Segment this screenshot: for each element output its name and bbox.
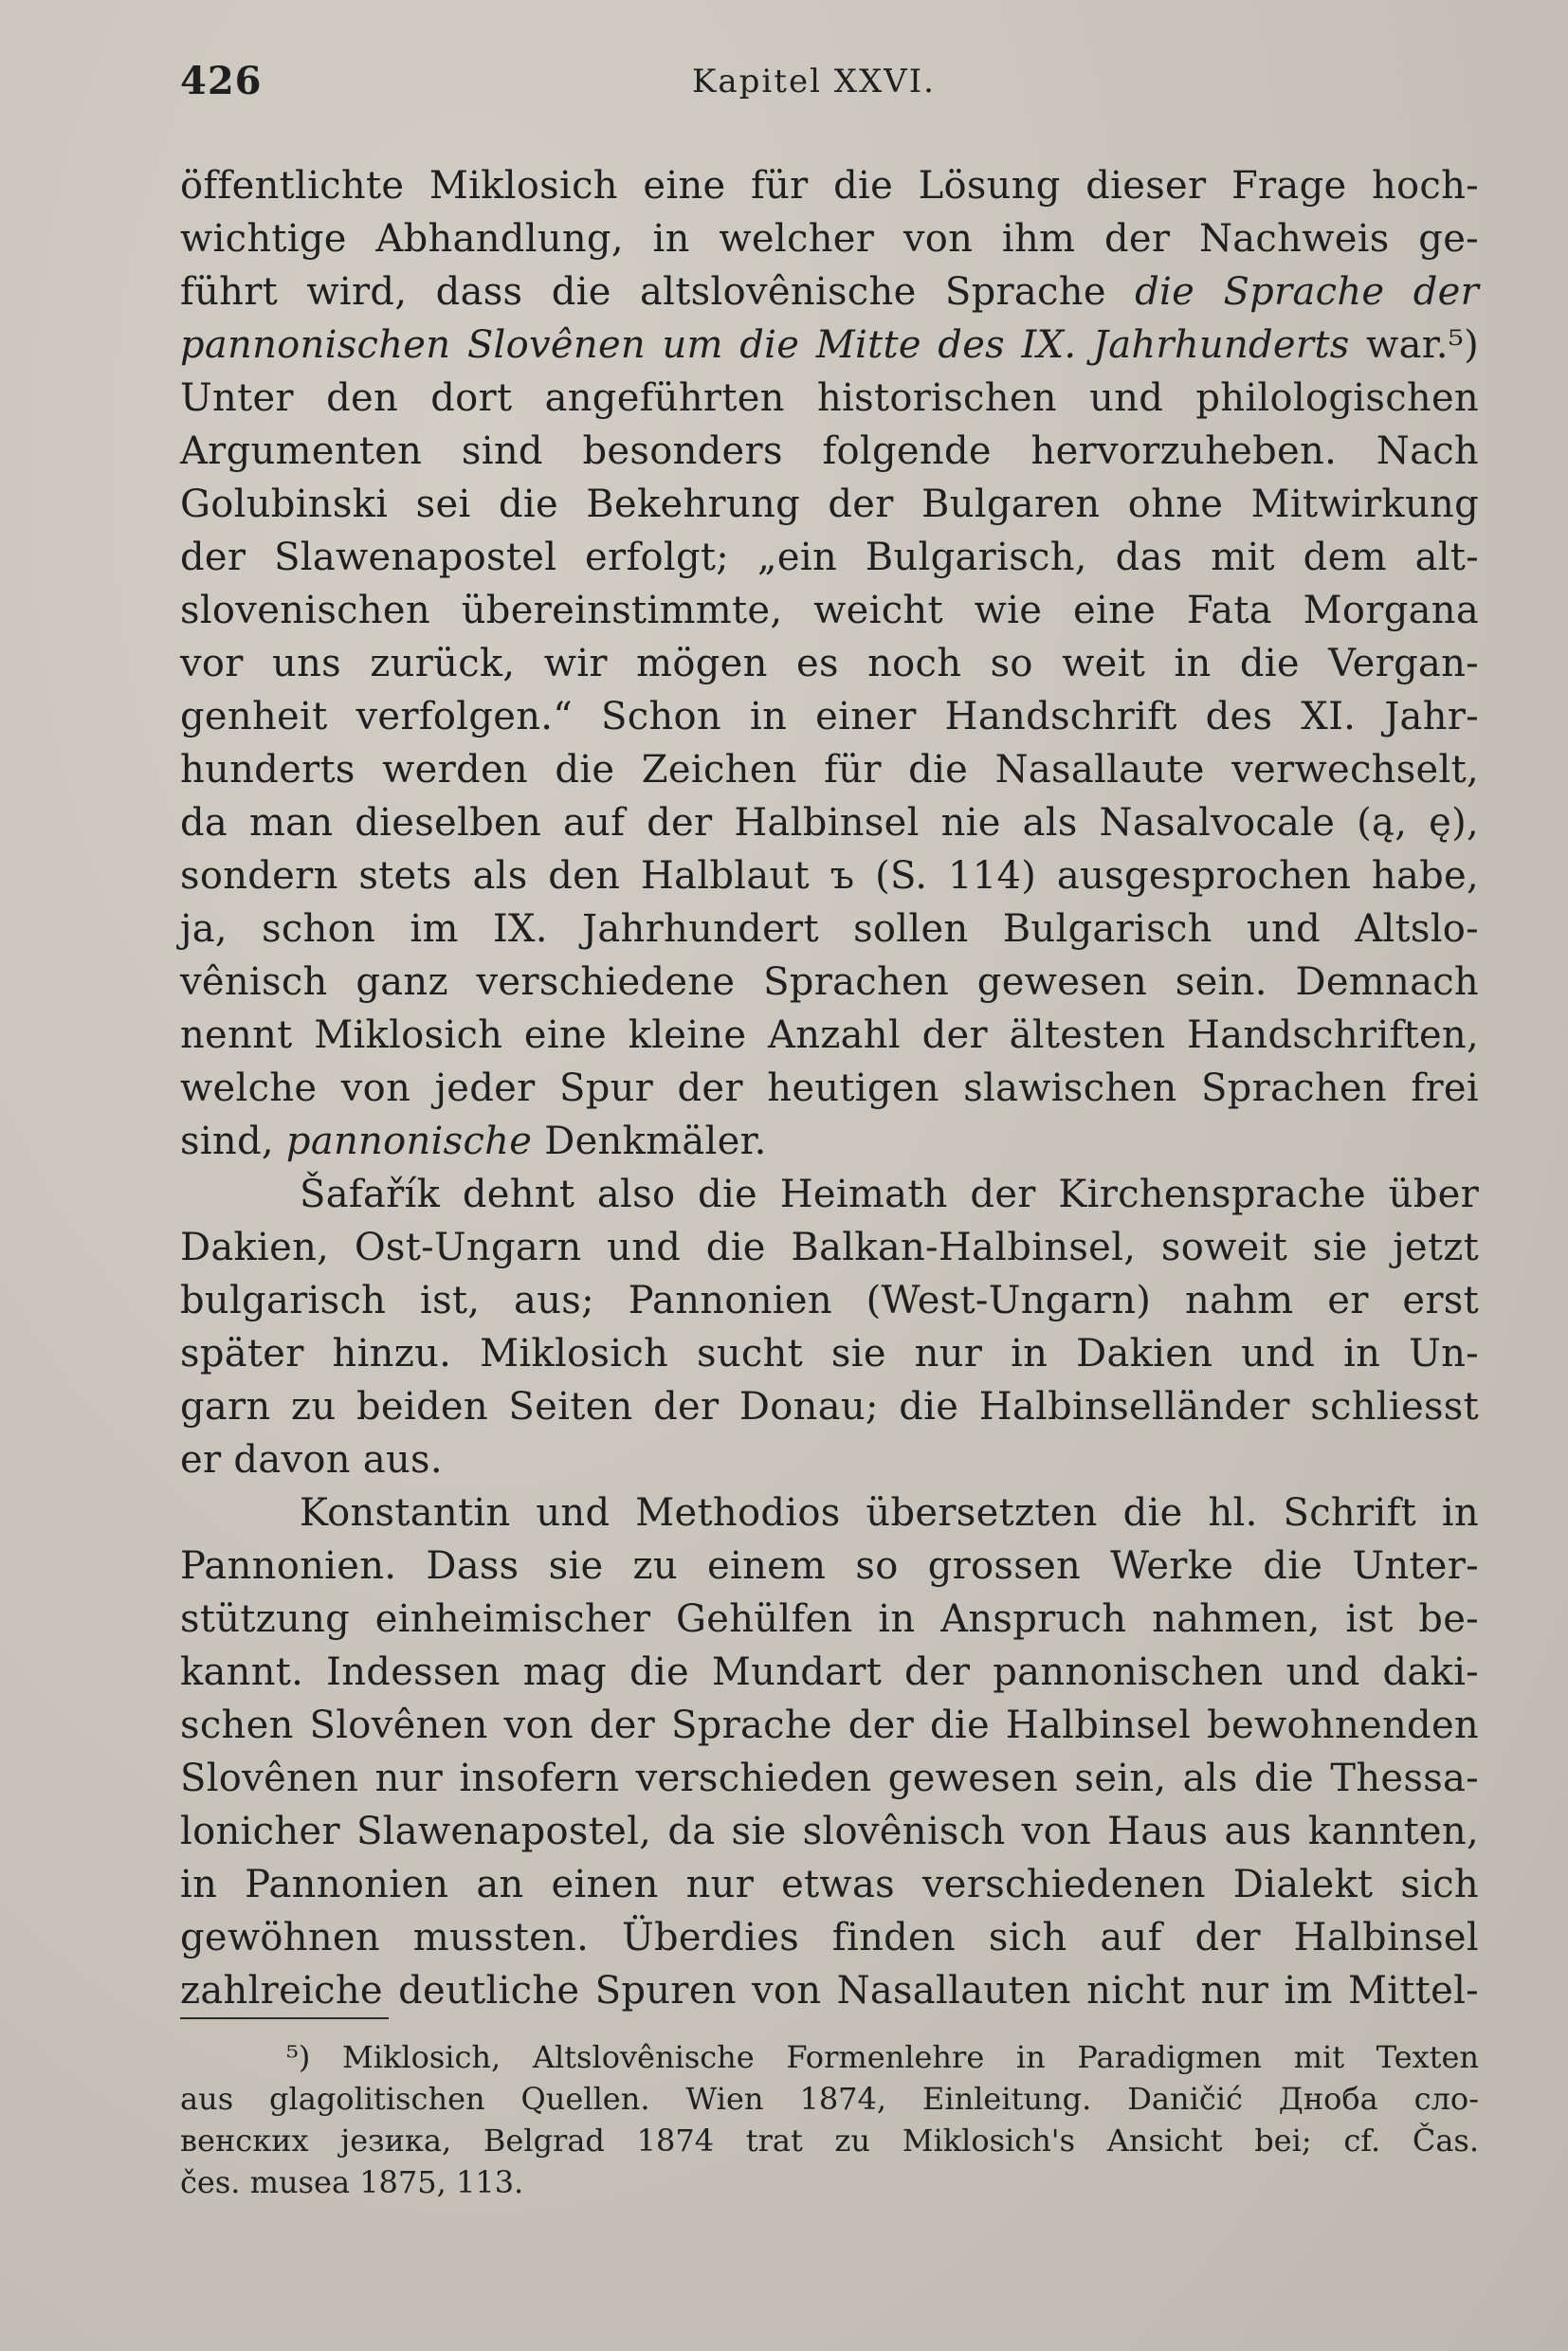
text-line: nennt Miklosich eine kleine Anzahl der ältesten Handschriften, [180, 1013, 1479, 1057]
footnote-line: ⁵) Miklosich, Altslovênische Formenlehre in Paradigmen mit Texten [286, 2039, 1479, 2075]
text-line: hunderts werden die Zeichen für die Nasallaute verwechselt, [180, 748, 1479, 792]
italic-phrase: die Sprache der [1135, 270, 1479, 314]
text-line: wichtige Abhandlung, in welcher von ihm der Nachweis ge- [180, 217, 1479, 261]
text-line: Konstantin und Methodios übersetzten die hl. Schrift in [300, 1491, 1479, 1535]
text-line: slovenischen übereinstimmte, weicht wie eine Fata Morgana [180, 589, 1479, 632]
footnote-line: венских језика, Belgrad 1874 trat zu Miklosich's Ansicht bei; cf. Čas. [180, 2123, 1479, 2159]
running-title: Kapitel XXVI. [692, 63, 936, 100]
text-line: in Pannonien an einen nur etwas verschiedenen Dialekt sich [180, 1863, 1479, 1906]
text-line: der Slawenapostel erfolgt; „ein Bulgarisch, das mit dem alt- [180, 536, 1479, 579]
text-line: später hinzu. Miklosich sucht sie nur in Dakien und in Un- [180, 1332, 1479, 1376]
text-line: vênisch ganz verschiedene Sprachen gewesen sein. Demnach [180, 960, 1479, 1004]
italic-phrase: pannonischen Slovênen um die Mitte des IX. Jahrhunderts [180, 323, 1350, 367]
page-number: 426 [180, 59, 263, 103]
text-line: schen Slovênen von der Sprache der die Halbinsel bewohnenden [180, 1704, 1479, 1747]
text-line: pannonischen Slovênen um die Mitte des IX. Jahrhunderts war.⁵) [180, 323, 1479, 367]
text-line: bulgarisch ist, aus; Pannonien (West-Ungarn) nahm er erst [180, 1279, 1479, 1322]
footnote-line: aus glagolitischen Quellen. Wien 1874, Einleitung. Daničić Дноба сло- [180, 2081, 1479, 2117]
text-line: Unter den dort angeführten historischen und philologischen [180, 376, 1479, 420]
text-line: er davon aus. [180, 1438, 443, 1482]
text-line: stützung einheimischer Gehülfen in Anspruch nahmen, ist be- [180, 1597, 1479, 1641]
footnote-line: čes. musea 1875, 113. [180, 2164, 524, 2200]
text-line: Pannonien. Dass sie zu einem so grossen Werke die Unter- [180, 1544, 1479, 1588]
text-line: vor uns zurück, wir mögen es noch so weit in die Vergan- [180, 642, 1479, 685]
text-line: öffentlichte Miklosich eine für die Lösung dieser Frage hoch- [180, 164, 1479, 208]
text-line: Argumenten sind besonders folgende hervorzuheben. Nach [180, 429, 1479, 473]
text-line: lonicher Slawenapostel, da sie slovênisch von Haus aus kannten, [180, 1810, 1479, 1853]
text-line: welche von jeder Spur der heutigen slawischen Sprachen frei [180, 1066, 1479, 1110]
text-line: Slovênen nur insofern verschieden gewesen sein, als die Thessa- [180, 1757, 1479, 1800]
text-line: sind, pannonische Denkmäler. [180, 1120, 767, 1163]
text-line: Golubinski sei die Bekehrung der Bulgaren ohne Mitwirkung [180, 483, 1479, 526]
text-line: da man dieselben auf der Halbinsel nie als Nasalvocale (ą, ę), [180, 801, 1479, 845]
text-line: garn zu beiden Seiten der Donau; die Halbinselländer schliesst [180, 1385, 1479, 1429]
text-line: Šafařík dehnt also die Heimath der Kirchensprache über [300, 1173, 1479, 1216]
text-line: gewöhnen mussten. Überdies finden sich auf der Halbinsel [180, 1916, 1479, 1959]
text-line: sondern stets als den Halblaut ъ (S. 114) ausgesprochen habe, [180, 854, 1479, 898]
text-line: führt wird, dass die altslovênische Sprache die Sprache der [180, 270, 1479, 314]
footnote [180, 2036, 1479, 2203]
footnote-divider [180, 2017, 389, 2019]
text-line: zahlreiche deutliche Spuren von Nasallauten nicht nur im Mittel- [180, 1969, 1479, 2013]
page-header [180, 59, 1479, 116]
italic-phrase: pannonische [285, 1120, 533, 1163]
text-line: genheit verfolgen.“ Schon in einer Handschrift des XI. Jahr- [180, 695, 1479, 738]
text-line: Dakien, Ost-Ungarn und die Balkan-Halbinsel, soweit sie jetzt [180, 1226, 1479, 1269]
text-line: kannt. Indessen mag die Mundart der pannonischen und daki- [180, 1650, 1479, 1694]
body-text [180, 159, 1479, 2017]
text-line: ja, schon im IX. Jahrhundert sollen Bulgarisch und Altslo- [180, 907, 1479, 951]
